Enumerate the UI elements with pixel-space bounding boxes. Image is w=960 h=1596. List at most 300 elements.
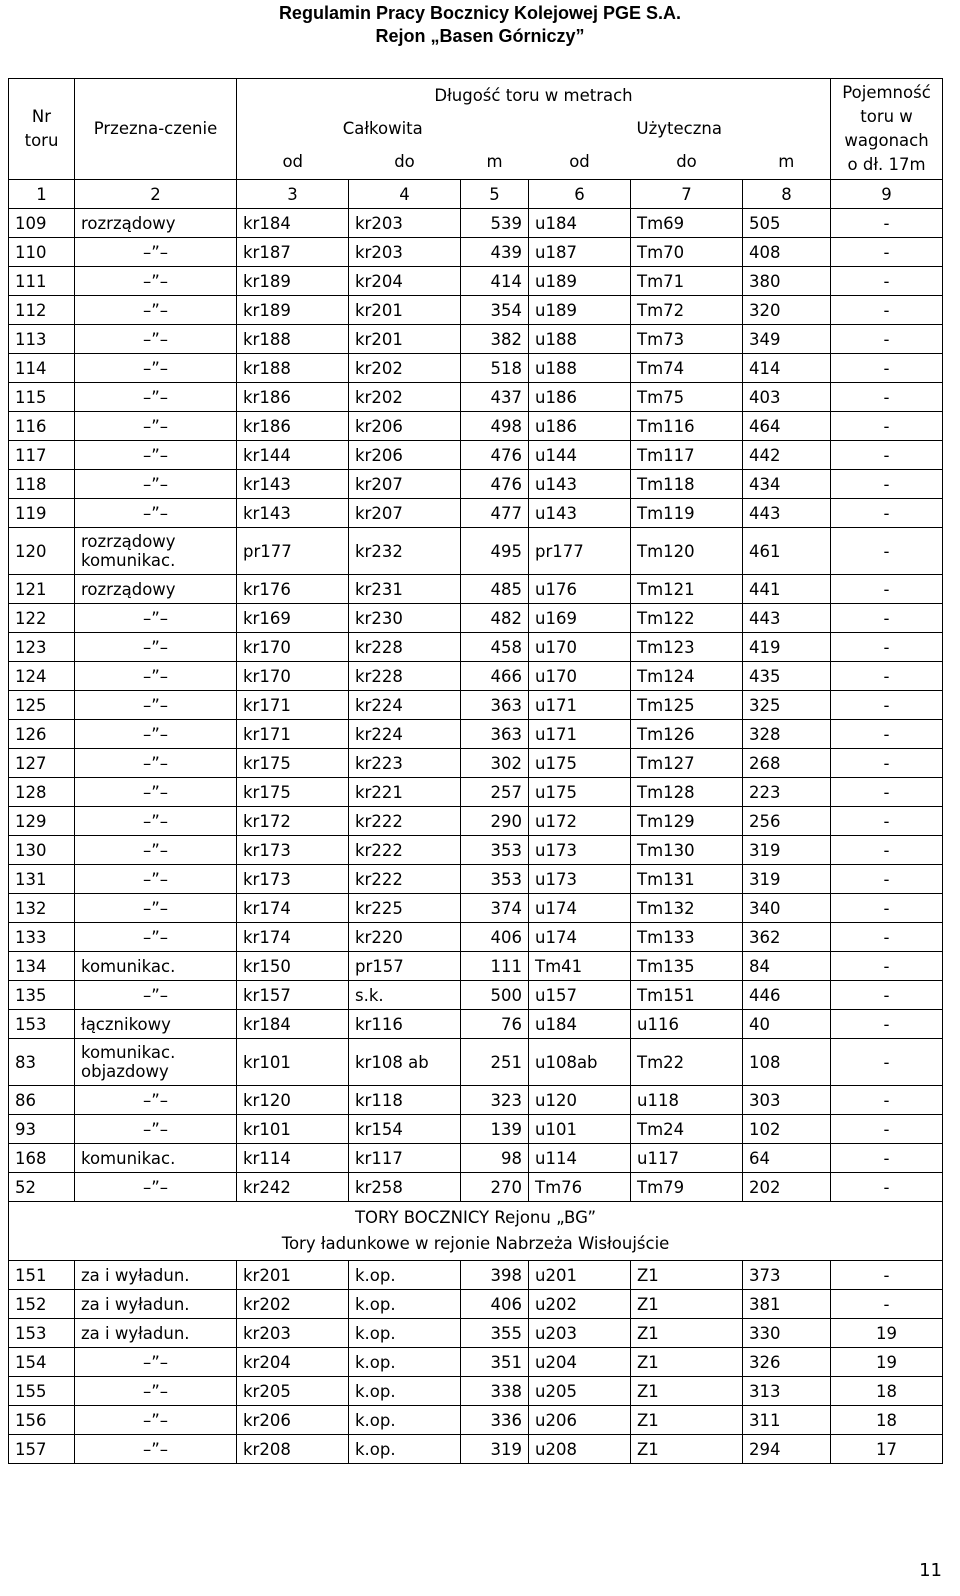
section-subtitle: Tory ładunkowe w rejonie Nabrzeża Wisłoujście bbox=[281, 1234, 670, 1253]
table-cell: u170 bbox=[529, 662, 631, 691]
table-cell: 153 bbox=[9, 1319, 75, 1348]
table-cell: kr222 bbox=[349, 865, 461, 894]
table-cell: u206 bbox=[529, 1406, 631, 1435]
table-cell: Tm69 bbox=[631, 209, 743, 238]
table-cell: u143 bbox=[529, 499, 631, 528]
table-cell: 139 bbox=[461, 1115, 529, 1144]
table-cell: –”– bbox=[75, 604, 237, 633]
table-cell: 381 bbox=[743, 1290, 831, 1319]
table-cell: –”– bbox=[75, 267, 237, 296]
table-cell: Tm132 bbox=[631, 894, 743, 923]
table-cell: 437 bbox=[461, 383, 529, 412]
column-number: 9 bbox=[831, 180, 943, 209]
table-cell: 52 bbox=[9, 1173, 75, 1202]
table-cell: 132 bbox=[9, 894, 75, 923]
table-row bbox=[9, 528, 943, 575]
table-cell: kr206 bbox=[349, 441, 461, 470]
column-number: 1 bbox=[9, 180, 75, 209]
table-cell: - bbox=[831, 412, 943, 441]
table-cell: –”– bbox=[75, 807, 237, 836]
table-cell: u117 bbox=[631, 1144, 743, 1173]
section-header-row bbox=[9, 1202, 943, 1261]
table-row bbox=[9, 1144, 943, 1173]
table-cell: 114 bbox=[9, 354, 75, 383]
table-cell: - bbox=[831, 383, 943, 412]
table-cell: kr172 bbox=[237, 807, 349, 836]
table-cell: za i wyładun. bbox=[75, 1319, 237, 1348]
table-cell: 443 bbox=[743, 604, 831, 633]
table-row bbox=[9, 1377, 943, 1406]
table-cell: 311 bbox=[743, 1406, 831, 1435]
table-cell: –”– bbox=[75, 1115, 237, 1144]
table-cell: 168 bbox=[9, 1144, 75, 1173]
table-cell: 325 bbox=[743, 691, 831, 720]
table-cell: rozrządowy bbox=[75, 209, 237, 238]
table-cell: Tm119 bbox=[631, 499, 743, 528]
table-cell: u101 bbox=[529, 1115, 631, 1144]
table-cell: Tm75 bbox=[631, 383, 743, 412]
table-cell: Tm125 bbox=[631, 691, 743, 720]
table-cell: - bbox=[831, 499, 943, 528]
table-cell: 406 bbox=[461, 923, 529, 952]
table-cell: –”– bbox=[75, 1435, 237, 1464]
table-cell: kr202 bbox=[349, 383, 461, 412]
table-cell: Tm22 bbox=[631, 1039, 743, 1086]
table-cell: 116 bbox=[9, 412, 75, 441]
table-cell: –”– bbox=[75, 1173, 237, 1202]
table-cell: 40 bbox=[743, 1010, 831, 1039]
table-cell: kr221 bbox=[349, 778, 461, 807]
table-cell: kr203 bbox=[349, 209, 461, 238]
table-cell: 323 bbox=[461, 1086, 529, 1115]
table-row bbox=[9, 749, 943, 778]
table-cell: 111 bbox=[461, 952, 529, 981]
table-cell: –”– bbox=[75, 1086, 237, 1115]
table-cell: Tm70 bbox=[631, 238, 743, 267]
table-cell: - bbox=[831, 981, 943, 1010]
table-cell: 482 bbox=[461, 604, 529, 633]
table-cell: kr174 bbox=[237, 923, 349, 952]
table-cell: - bbox=[831, 836, 943, 865]
table-cell: 406 bbox=[461, 1290, 529, 1319]
table-cell: u157 bbox=[529, 981, 631, 1010]
table-cell: 353 bbox=[461, 836, 529, 865]
table-cell: 380 bbox=[743, 267, 831, 296]
table-cell: –”– bbox=[75, 499, 237, 528]
table-cell: –”– bbox=[75, 383, 237, 412]
table-cell: Z1 bbox=[631, 1348, 743, 1377]
table-cell: Tm151 bbox=[631, 981, 743, 1010]
table-cell: 338 bbox=[461, 1377, 529, 1406]
table-cell: kr154 bbox=[349, 1115, 461, 1144]
table-cell: kr174 bbox=[237, 894, 349, 923]
table-cell: kr222 bbox=[349, 807, 461, 836]
table-row bbox=[9, 865, 943, 894]
table-cell: rozrządowy komunikac. bbox=[75, 528, 237, 575]
table-cell: - bbox=[831, 865, 943, 894]
table-cell: –”– bbox=[75, 325, 237, 354]
table-cell: 302 bbox=[461, 749, 529, 778]
track-table bbox=[8, 78, 943, 1464]
table-cell: 113 bbox=[9, 325, 75, 354]
column-number: 3 bbox=[237, 180, 349, 209]
table-cell: 118 bbox=[9, 470, 75, 499]
table-cell: –”– bbox=[75, 1348, 237, 1377]
table-cell: –”– bbox=[75, 633, 237, 662]
table-cell: - bbox=[831, 238, 943, 267]
col-przeznaczenie: Przezna-czenie bbox=[75, 79, 237, 180]
table-cell: –”– bbox=[75, 662, 237, 691]
table-cell: 131 bbox=[9, 865, 75, 894]
table-cell: u201 bbox=[529, 1261, 631, 1290]
table-cell: 319 bbox=[461, 1435, 529, 1464]
table-cell: 129 bbox=[9, 807, 75, 836]
table-cell: u116 bbox=[631, 1010, 743, 1039]
col-uzyteczna: Użyteczna bbox=[529, 112, 831, 145]
table-cell: 303 bbox=[743, 1086, 831, 1115]
table-cell: za i wyładun. bbox=[75, 1290, 237, 1319]
table-cell: u172 bbox=[529, 807, 631, 836]
section-header bbox=[9, 1202, 943, 1261]
table-row bbox=[9, 952, 943, 981]
table-cell: 110 bbox=[9, 238, 75, 267]
table-cell: 398 bbox=[461, 1261, 529, 1290]
table-cell: 18 bbox=[831, 1377, 943, 1406]
table-cell: kr184 bbox=[237, 1010, 349, 1039]
table-cell: –”– bbox=[75, 1377, 237, 1406]
table-cell: Tm123 bbox=[631, 633, 743, 662]
table-cell: - bbox=[831, 325, 943, 354]
table-row bbox=[9, 1039, 943, 1086]
table-cell: 223 bbox=[743, 778, 831, 807]
table-row bbox=[9, 412, 943, 441]
table-cell: - bbox=[831, 662, 943, 691]
table-cell: 86 bbox=[9, 1086, 75, 1115]
table-row bbox=[9, 1406, 943, 1435]
table-cell: 319 bbox=[743, 865, 831, 894]
table-cell: kr204 bbox=[237, 1348, 349, 1377]
table-cell: 256 bbox=[743, 807, 831, 836]
table-cell: –”– bbox=[75, 778, 237, 807]
table-cell: u188 bbox=[529, 354, 631, 383]
table-cell: kr189 bbox=[237, 267, 349, 296]
table-cell: 98 bbox=[461, 1144, 529, 1173]
table-cell: - bbox=[831, 952, 943, 981]
table-cell: 477 bbox=[461, 499, 529, 528]
table-cell: 152 bbox=[9, 1290, 75, 1319]
table-cell: 127 bbox=[9, 749, 75, 778]
table-cell: –”– bbox=[75, 894, 237, 923]
table-cell: Tm73 bbox=[631, 325, 743, 354]
table-cell: kr207 bbox=[349, 499, 461, 528]
table-cell: u144 bbox=[529, 441, 631, 470]
table-cell: kr143 bbox=[237, 499, 349, 528]
table-cell: kr203 bbox=[237, 1319, 349, 1348]
table-cell: –”– bbox=[75, 981, 237, 1010]
table-cell: –”– bbox=[75, 836, 237, 865]
table-cell: kr175 bbox=[237, 749, 349, 778]
column-number: 4 bbox=[349, 180, 461, 209]
table-cell: - bbox=[831, 267, 943, 296]
table-cell: Tm117 bbox=[631, 441, 743, 470]
table-cell: 498 bbox=[461, 412, 529, 441]
table-cell: 363 bbox=[461, 691, 529, 720]
table-cell: kr184 bbox=[237, 209, 349, 238]
col-m: m bbox=[743, 146, 831, 180]
table-cell: - bbox=[831, 1261, 943, 1290]
table-cell: 135 bbox=[9, 981, 75, 1010]
table-cell: Tm41 bbox=[529, 952, 631, 981]
table-cell: kr171 bbox=[237, 691, 349, 720]
table-cell: - bbox=[831, 633, 943, 662]
table-cell: u189 bbox=[529, 296, 631, 325]
table-cell: - bbox=[831, 528, 943, 575]
table-cell: u173 bbox=[529, 836, 631, 865]
table-cell: –”– bbox=[75, 720, 237, 749]
table-cell: komunikac. bbox=[75, 1144, 237, 1173]
table-cell: 124 bbox=[9, 662, 75, 691]
table-row bbox=[9, 807, 943, 836]
table-row bbox=[9, 691, 943, 720]
table-row bbox=[9, 325, 943, 354]
table-row bbox=[9, 1290, 943, 1319]
table-cell: kr186 bbox=[237, 412, 349, 441]
table-cell: –”– bbox=[75, 470, 237, 499]
table-cell: k.op. bbox=[349, 1261, 461, 1290]
table-cell: u204 bbox=[529, 1348, 631, 1377]
table-cell: - bbox=[831, 470, 943, 499]
table-cell: Tm118 bbox=[631, 470, 743, 499]
table-cell: kr220 bbox=[349, 923, 461, 952]
table-cell: 320 bbox=[743, 296, 831, 325]
table-cell: 353 bbox=[461, 865, 529, 894]
table-cell: u186 bbox=[529, 383, 631, 412]
table-cell: kr173 bbox=[237, 836, 349, 865]
table-cell: 109 bbox=[9, 209, 75, 238]
table-cell: 414 bbox=[743, 354, 831, 383]
table-cell: kr157 bbox=[237, 981, 349, 1010]
table-cell: 476 bbox=[461, 441, 529, 470]
table-cell: - bbox=[831, 807, 943, 836]
table-row bbox=[9, 1173, 943, 1202]
table-cell: 443 bbox=[743, 499, 831, 528]
table-cell: kr201 bbox=[349, 296, 461, 325]
table-cell: u170 bbox=[529, 633, 631, 662]
table-cell: Tm121 bbox=[631, 575, 743, 604]
table-cell: Tm130 bbox=[631, 836, 743, 865]
table-cell: kr224 bbox=[349, 720, 461, 749]
table-cell: 319 bbox=[743, 836, 831, 865]
table-cell: - bbox=[831, 1115, 943, 1144]
table-cell: –”– bbox=[75, 1406, 237, 1435]
table-cell: 125 bbox=[9, 691, 75, 720]
table-cell: u202 bbox=[529, 1290, 631, 1319]
table-cell: 151 bbox=[9, 1261, 75, 1290]
table-cell: 328 bbox=[743, 720, 831, 749]
table-cell: Tm74 bbox=[631, 354, 743, 383]
column-number: 6 bbox=[529, 180, 631, 209]
table-cell: 355 bbox=[461, 1319, 529, 1348]
table-cell: 115 bbox=[9, 383, 75, 412]
table-cell: u171 bbox=[529, 720, 631, 749]
table-cell: 403 bbox=[743, 383, 831, 412]
table-cell: Tm124 bbox=[631, 662, 743, 691]
table-cell: u205 bbox=[529, 1377, 631, 1406]
table-cell: 464 bbox=[743, 412, 831, 441]
table-cell: 19 bbox=[831, 1348, 943, 1377]
table-cell: kr224 bbox=[349, 691, 461, 720]
table-cell: kr189 bbox=[237, 296, 349, 325]
col-pojemnosc: Pojemność toru w wagonach o dł. 17m bbox=[831, 79, 943, 180]
table-row bbox=[9, 633, 943, 662]
table-row bbox=[9, 604, 943, 633]
section-title: TORY BOCZNICY Rejonu „BG” bbox=[354, 1208, 597, 1227]
table-cell: u188 bbox=[529, 325, 631, 354]
table-cell: 500 bbox=[461, 981, 529, 1010]
table-cell: Tm72 bbox=[631, 296, 743, 325]
table-row bbox=[9, 499, 943, 528]
table-cell: kr205 bbox=[237, 1377, 349, 1406]
table-cell: Z1 bbox=[631, 1319, 743, 1348]
table-cell: 495 bbox=[461, 528, 529, 575]
table-row bbox=[9, 296, 943, 325]
table-cell: kr116 bbox=[349, 1010, 461, 1039]
table-cell: u176 bbox=[529, 575, 631, 604]
table-cell: 257 bbox=[461, 778, 529, 807]
table-cell: u175 bbox=[529, 749, 631, 778]
table-cell: - bbox=[831, 894, 943, 923]
table-cell: 466 bbox=[461, 662, 529, 691]
table-cell: kr202 bbox=[237, 1290, 349, 1319]
table-row bbox=[9, 1435, 943, 1464]
table-cell: pr177 bbox=[237, 528, 349, 575]
table-cell: 153 bbox=[9, 1010, 75, 1039]
table-cell: 374 bbox=[461, 894, 529, 923]
table-cell: 157 bbox=[9, 1435, 75, 1464]
table-cell: 382 bbox=[461, 325, 529, 354]
table-cell: 349 bbox=[743, 325, 831, 354]
table-cell: 117 bbox=[9, 441, 75, 470]
table-cell: 123 bbox=[9, 633, 75, 662]
table-cell: kr150 bbox=[237, 952, 349, 981]
table-cell: - bbox=[831, 354, 943, 383]
table-cell: –”– bbox=[75, 923, 237, 952]
table-row bbox=[9, 662, 943, 691]
column-number: 2 bbox=[75, 180, 237, 209]
table-cell: 133 bbox=[9, 923, 75, 952]
table-cell: 130 bbox=[9, 836, 75, 865]
table-cell: łącznikowy bbox=[75, 1010, 237, 1039]
table-cell: 119 bbox=[9, 499, 75, 528]
column-number: 8 bbox=[743, 180, 831, 209]
table-row bbox=[9, 894, 943, 923]
table-cell: kr204 bbox=[349, 267, 461, 296]
table-cell: 64 bbox=[743, 1144, 831, 1173]
table-cell: 439 bbox=[461, 238, 529, 267]
col-od: od bbox=[237, 146, 349, 180]
table-cell: Tm79 bbox=[631, 1173, 743, 1202]
table-cell: 120 bbox=[9, 528, 75, 575]
table-cell: kr225 bbox=[349, 894, 461, 923]
table-cell: 134 bbox=[9, 952, 75, 981]
table-cell: 442 bbox=[743, 441, 831, 470]
table-cell: - bbox=[831, 1173, 943, 1202]
table-cell: 485 bbox=[461, 575, 529, 604]
table-cell: - bbox=[831, 441, 943, 470]
table-cell: u208 bbox=[529, 1435, 631, 1464]
col-do: do bbox=[349, 146, 461, 180]
table-cell: kr206 bbox=[349, 412, 461, 441]
table-cell: Tm127 bbox=[631, 749, 743, 778]
table-cell: kr176 bbox=[237, 575, 349, 604]
table-row bbox=[9, 720, 943, 749]
table-cell: 458 bbox=[461, 633, 529, 662]
table-cell: Tm131 bbox=[631, 865, 743, 894]
table-cell: 108 bbox=[743, 1039, 831, 1086]
table-cell: k.op. bbox=[349, 1377, 461, 1406]
table-cell: u184 bbox=[529, 1010, 631, 1039]
table-cell: 476 bbox=[461, 470, 529, 499]
table-cell: komunikac. bbox=[75, 952, 237, 981]
column-number: 7 bbox=[631, 180, 743, 209]
table-cell: - bbox=[831, 1039, 943, 1086]
table-row bbox=[9, 1261, 943, 1290]
table-cell: kr170 bbox=[237, 633, 349, 662]
table-cell: kr231 bbox=[349, 575, 461, 604]
table-cell: Tm128 bbox=[631, 778, 743, 807]
document-subtitle: Rejon „Basen Górniczy” bbox=[375, 26, 585, 46]
table-cell: 326 bbox=[743, 1348, 831, 1377]
table-cell: 351 bbox=[461, 1348, 529, 1377]
table-cell: k.op. bbox=[349, 1319, 461, 1348]
table-cell: 112 bbox=[9, 296, 75, 325]
col-m: m bbox=[461, 146, 529, 180]
table-cell: –”– bbox=[75, 749, 237, 778]
table-cell: u203 bbox=[529, 1319, 631, 1348]
table-cell: u189 bbox=[529, 267, 631, 296]
table-cell: –”– bbox=[75, 238, 237, 267]
col-nr: Nr toru bbox=[9, 79, 75, 180]
table-cell: kr258 bbox=[349, 1173, 461, 1202]
table-row bbox=[9, 575, 943, 604]
table-row bbox=[9, 1348, 943, 1377]
table-row bbox=[9, 470, 943, 499]
table-row bbox=[9, 981, 943, 1010]
table-cell: 202 bbox=[743, 1173, 831, 1202]
table-cell: Z1 bbox=[631, 1290, 743, 1319]
table-cell: u114 bbox=[529, 1144, 631, 1173]
table-cell: –”– bbox=[75, 354, 237, 383]
table-cell: kr171 bbox=[237, 720, 349, 749]
table-cell: 126 bbox=[9, 720, 75, 749]
table-cell: kr188 bbox=[237, 325, 349, 354]
table-cell: 373 bbox=[743, 1261, 831, 1290]
table-cell: kr203 bbox=[349, 238, 461, 267]
table-cell: Tm24 bbox=[631, 1115, 743, 1144]
table-cell: u175 bbox=[529, 778, 631, 807]
table-cell: 441 bbox=[743, 575, 831, 604]
table-cell: 76 bbox=[461, 1010, 529, 1039]
table-cell: - bbox=[831, 604, 943, 633]
table-cell: - bbox=[831, 691, 943, 720]
table-cell: - bbox=[831, 296, 943, 325]
column-number: 5 bbox=[461, 180, 529, 209]
table-cell: kr230 bbox=[349, 604, 461, 633]
table-cell: u184 bbox=[529, 209, 631, 238]
table-cell: k.op. bbox=[349, 1406, 461, 1435]
table-cell: u187 bbox=[529, 238, 631, 267]
table-cell: kr188 bbox=[237, 354, 349, 383]
